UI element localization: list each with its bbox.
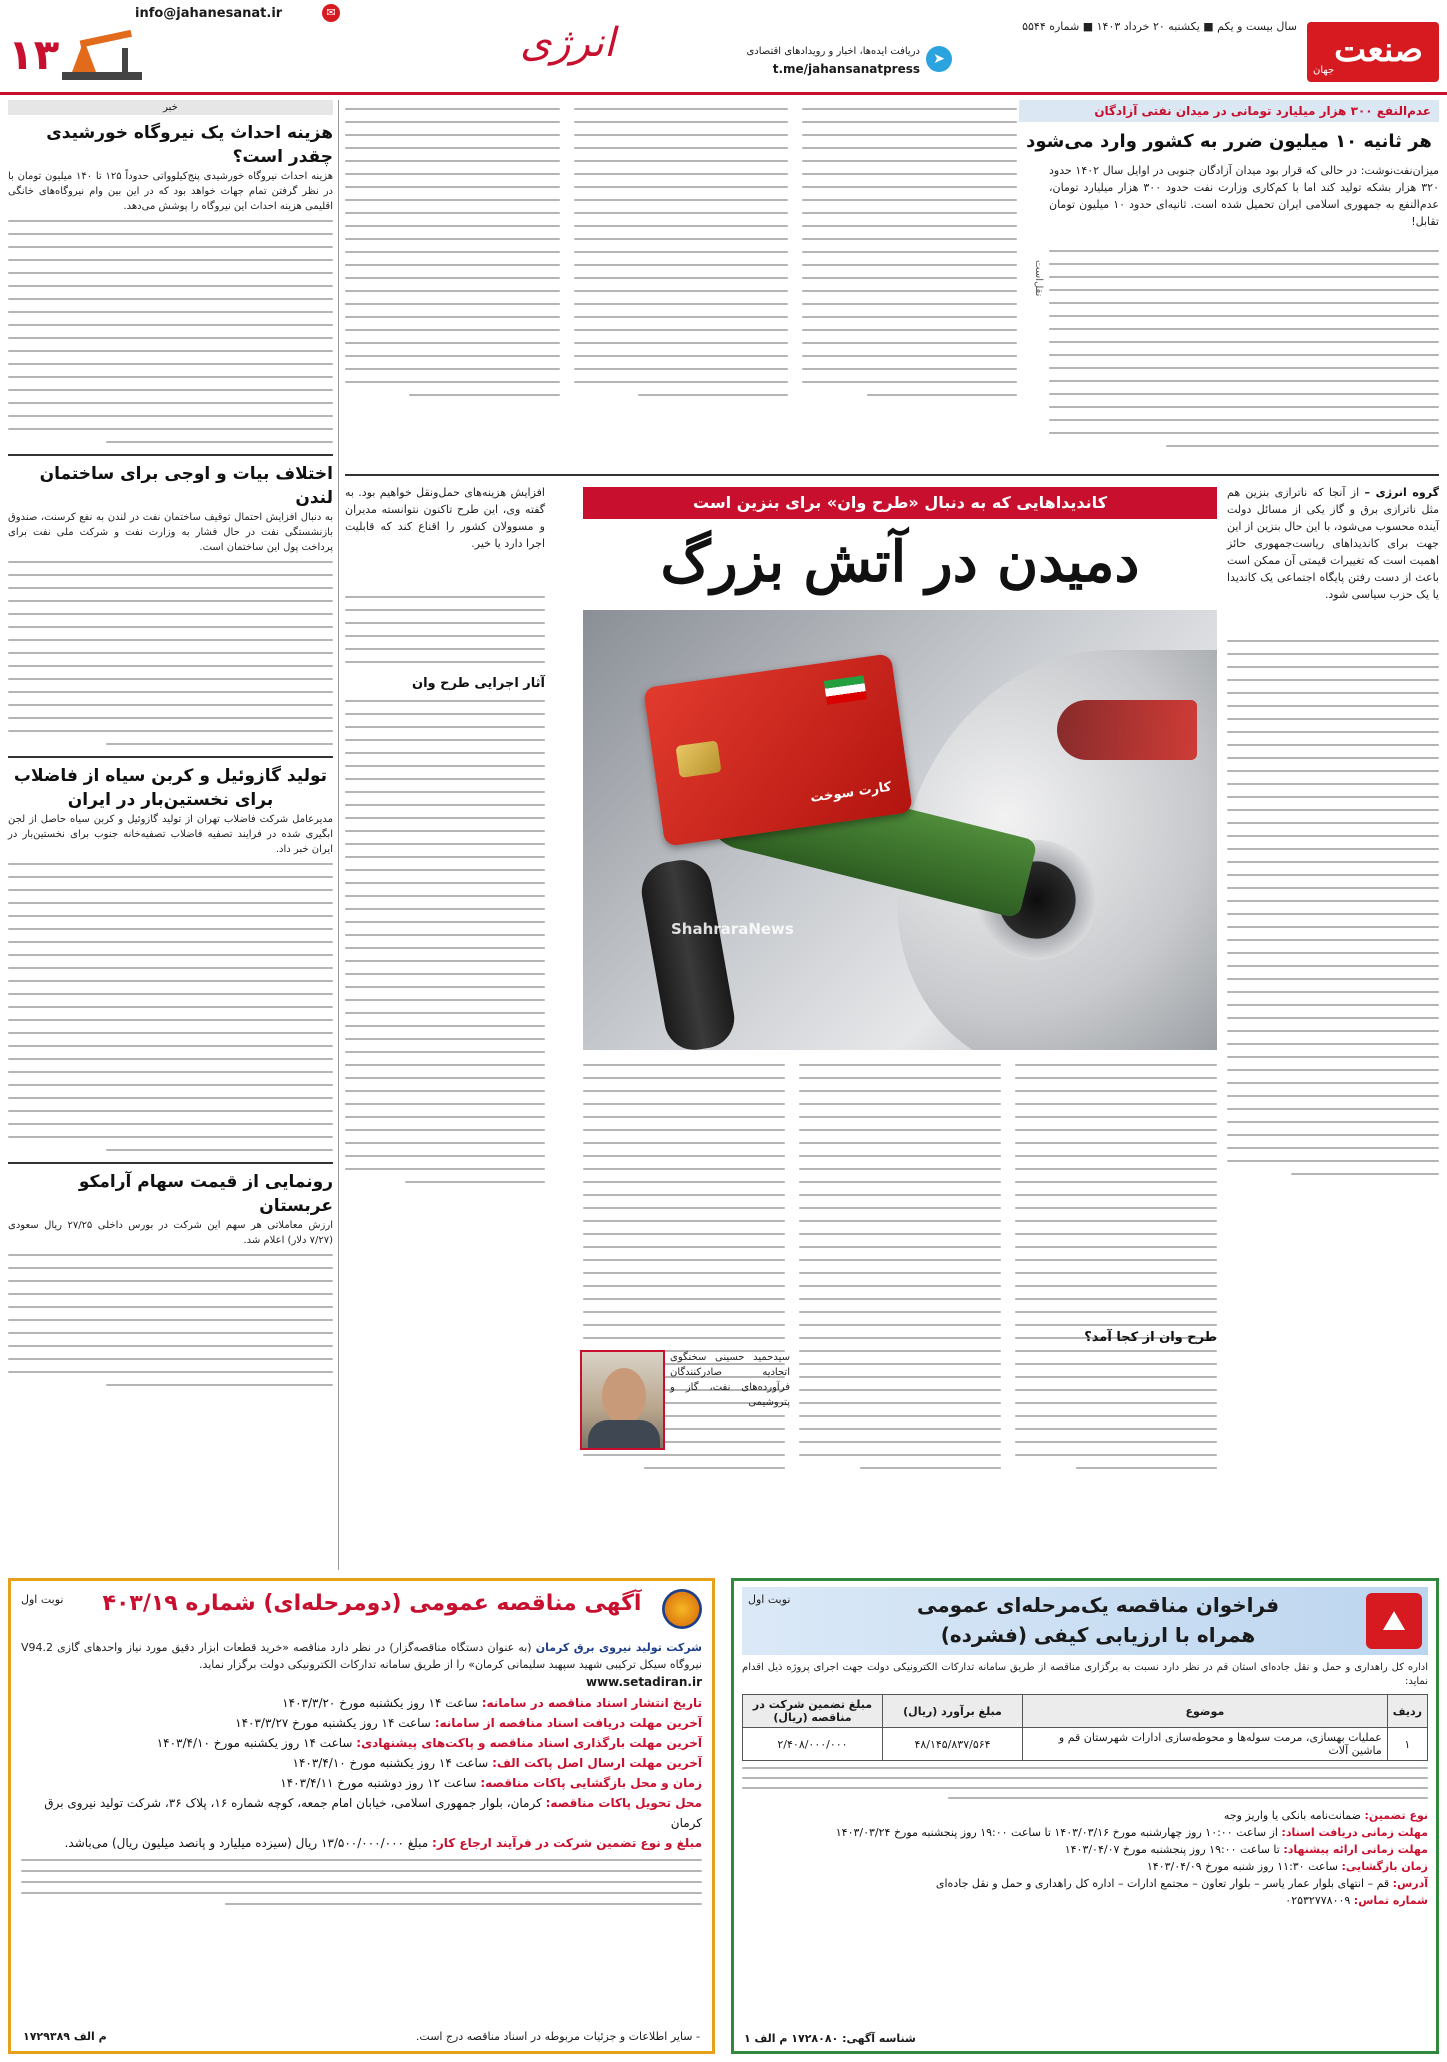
side-label: نقل‌است (1033, 260, 1044, 297)
ad-row: آخرین مهلت بارگذاری اسناد مناقصه و پاکت‌های پیشنهادی: ساعت ۱۴ روز یکشنبه مورخ ۱۴۰۳/۴/۱۰ (156, 1736, 702, 1750)
ad-left-title: آگهی مناقصه عمومی (دومرحله‌ای) شماره ۴۰۳/۱۹ (102, 1591, 642, 1616)
ad-right-code: شناسه آگهی: ۱۷۲۸۰۸۰ م الف ۱ (744, 2032, 916, 2045)
ad-right-header (742, 1587, 1428, 1655)
main-subhead-1: آثار اجرایی طرح وان (411, 676, 545, 691)
author-face (602, 1368, 646, 1424)
top-story-lead: میزان‌نفت‌نوشت: در حالی که قرار بود میدان آزادگان جنوبی در اوایل سال ۱۴۰۲ حدود ۳۲۰ هزار بشکه تولید کند اما با کم‌کاری وزارت نفت حدود ۳۰۰ هزار میلیارد تومان، عدم‌النفع به جمهوری اسلامی ایران تحمیل شده است. ثانیه‌ای حدود ۱۰ میلیون تومان تقابل! (1049, 164, 1440, 228)
ad-left-header (21, 1587, 702, 1633)
oil-pump-icon (62, 28, 142, 80)
newspaper-logo (1307, 22, 1439, 82)
main-story-photo (583, 610, 1217, 1050)
main-story-lower-cols (583, 1064, 1217, 1480)
main-story-right-body (1227, 640, 1439, 1186)
sidebar-story-2-lead: به دنبال افزایش احتمال توقیف ساختمان نفت در لندن به نفع کرسنت، صندوق بازنشستگی نفت در حال فشار به وزارت نفت و شرکت ملی نفت برای پرداخت پول این ساختمان است. (8, 512, 333, 553)
table-cell: ۲/۴۰۸/۰۰۰/۰۰۰ (743, 1728, 883, 1761)
ad-right-table (742, 1694, 1428, 1761)
masthead-rule (0, 92, 1447, 95)
telegram-caption: دریافت ایده‌ها، اخبار و رویدادهای اقتصادی (746, 46, 920, 57)
ad-row: مهلت زمانی ارائه پیشنهاد: تا ساعت ۱۹:۰۰ روز پنجشنبه مورخ ۱۴۰۳/۰۴/۰۷ (1064, 1843, 1428, 1856)
top-story-body (1049, 250, 1439, 458)
ad-row: نوع تضمین: ضمانت‌نامه بانکی یا واریز وجه (1223, 1809, 1428, 1822)
sidebar-divider-2 (8, 756, 333, 758)
ad-row: آخرین مهلت دریافت اسناد مناقصه از سامانه: ساعت ۱۴ روز یکشنبه مورخ ۱۴۰۳/۳/۲۷ (235, 1716, 702, 1730)
main-story-right-col (1227, 484, 1439, 603)
table-header: موضوع (1023, 1695, 1388, 1728)
author-caption: سیدحمید حسینی سخنگوی اتحادیه صادرکنندگان فرآورده‌های نفت، گاز و پتروشیمی (670, 1352, 790, 1408)
ad-row: مهلت زمانی دریافت اسناد: از ساعت ۱۰:۰۰ روز چهارشنبه مورخ ۱۴۰۳/۰۳/۱۶ تا ساعت ۱۹:۰۰ روز پنجشنبه مورخ ۱۴۰۳/۰۳/۲۴ (835, 1826, 1428, 1839)
logo-sub: جهان (1313, 65, 1335, 76)
sidebar-separator (338, 100, 339, 1570)
sidebar-story-4 (8, 1170, 333, 1386)
divider-top-story (345, 474, 1439, 476)
ad-row: زمان بازگشایی: ساعت ۱۱:۳۰ روز شنبه مورخ ۱۴۰۳/۰۴/۰۹ (1146, 1860, 1428, 1873)
ad-right-rows (742, 1807, 1428, 1909)
table-cell: ۴۸/۱۴۵/۸۳۷/۵۶۴ (883, 1728, 1023, 1761)
sidebar (8, 100, 333, 1570)
ad-row: آخرین مهلت ارسال اصل پاکت الف: ساعت ۱۴ روز یکشنبه مورخ ۱۴۰۳/۴/۱۰ (292, 1756, 702, 1770)
sidebar-story-1-lead: هزینه احداث نیروگاه خورشیدی پنج‌کیلوواتی حدوداً ۱۲۵ تا ۱۴۰ میلیون تومان با در نظر گرفتن تمام جهات خواهد بود که در این بین وام نیروگاه‌های خانگی اقلیمی هزینه احداث این نیروگاه را پوشش می‌دهد. (8, 171, 334, 212)
ad-right (731, 1578, 1439, 2054)
ad-left-rows (21, 1693, 702, 1853)
sidebar-story-3 (8, 764, 333, 1151)
card-label: کارت سوخت (809, 779, 893, 806)
email-icon: ✉ (322, 4, 340, 22)
sidebar-story-3-headline: تولید گازوئیل و کربن سیاه از فاضلاب برای نخستین‌بار در ایران (13, 766, 328, 810)
main-story-snippet: افزایش هزینه‌های حمل‌ونقل خواهیم بود. به گفته وی، این طرح تاکنون نتوانسته مدیران و مسوولان کشور را اقناع کند که قابلیت اجرا دارد یا خیر. (345, 486, 545, 550)
table-header: مبلغ برآورد (ریال) (883, 1695, 1023, 1728)
card-chip (675, 740, 721, 778)
main-lead: از آنجا که ناترازی بنزین هم مثل ناترازی برق و گاز یکی از مسائل دولت آینده محسوب می‌شود، با این حال بنزین از این جهت برای کاندیداهای ریاست‌جمهوری حائز اهمیت است که تغییرات قیمتی آن ممکن است باعث از دست رفتن پایگاه اجتماعی یک کاندیدا یا یک حزب سیاسی شود. (1227, 486, 1439, 601)
main-story-headline: دمیدن در آتش بزرگ (660, 529, 1140, 595)
fuel-hose (637, 855, 739, 1050)
ad-row: تاریخ انتشار اسناد مناقصه در سامانه: ساعت ۱۴ روز یکشنبه مورخ ۱۴۰۳/۳/۲۰ (282, 1696, 702, 1710)
ad-left-website[interactable]: www.setadiran.ir (585, 1675, 702, 1689)
main-story-left-body-b (345, 700, 545, 1194)
ad-right-intro: اداره کل راهداری و حمل و نقل جاده‌ای استان قم در نظر دارد نسبت به برگزاری مناقصه از طریق سامانه تدارکات الکترونیکی دولت جهت اجرای پروژه ذیل اقدام نماید: (742, 1662, 1428, 1687)
logo-text: صنعت (1334, 30, 1423, 70)
sidebar-story-1-headline: هزینه احداث یک نیروگاه خورشیدی چقدر است؟ (46, 123, 333, 167)
telegram-link[interactable]: t.me/jahansanatpress (772, 62, 920, 76)
sidebar-divider-3 (8, 1162, 333, 1164)
sidebar-divider-1 (8, 454, 333, 456)
ad-right-title-1: فراخوان مناقصه یک‌مرحله‌ای عمومی (916, 1593, 1280, 1617)
section-name: انرژی (520, 20, 615, 66)
telegram-icon: ➤ (926, 46, 952, 72)
author-shirt (588, 1420, 660, 1448)
top-story-continued (345, 108, 1017, 407)
ad-row: آدرس: قم – انتهای بلوار عمار یاسر – بلوار تعاون – مجتمع ادارات – اداره کل راهداری و حمل و نقل جاده‌ای (935, 1877, 1428, 1890)
tail-light (1057, 700, 1197, 760)
ad-row: محل تحویل پاکات مناقصه: کرمان، بلوار جمهوری اسلامی، خیابان امام جمعه، کوچه شماره ۱۶، پلاک ۳۶، شرکت تولید نیروی برق کرمان (44, 1796, 702, 1830)
ad-left-code: م الف ۱۷۲۹۳۸۹ (23, 2030, 107, 2043)
ad-left-intro: (به عنوان دستگاه مناقصه‌گزار) در نظر دارد مناقصه «خرید قطعات ابزار دقیق مورد نیاز واحدهای گازی V94.2 نیروگاه سیکل ترکیبی شهید سپهبد سلیمانی کرمان» را از طریق سامانه تدارکات الکترونیکی دولت برگزار نماید. (21, 1641, 702, 1671)
sidebar-story-4-lead: ارزش معاملاتی هر سهم این شرکت در بورس داخلی ۲۷/۲۵ ریال سعودی (۷/۲۷ دلار) اعلام شد. (8, 1220, 333, 1246)
ad-left-round: نوبت اول (21, 1593, 64, 1606)
top-story-kicker: عدم‌النفع ۳۰۰ هزار میلیارد تومانی در میدان نفتی آزادگان (1019, 100, 1439, 122)
sidebar-story-2-headline: اختلاف بیات و اوجی برای ساختمان لندن (39, 464, 333, 508)
main-subhead-2: طرح وان از کجا آمد؟ (1084, 1330, 1217, 1345)
main-story-left-col (345, 484, 545, 552)
ad-left-footer: - سایر اطلاعات و جزئیات مربوطه در اسناد مناقصه درج است. (415, 2030, 700, 2043)
table-cell: عملیات بهسازی، مرمت سوله‌ها و محوطه‌سازی ادارات شهرستان قم و ماشین آلات (1023, 1728, 1388, 1761)
table-cell: ۱ (1387, 1728, 1427, 1761)
main-lead-label: گروه انرژی – (1364, 486, 1439, 499)
ad-left (8, 1578, 715, 2054)
email-address[interactable]: info@jahanesanat.ir (135, 6, 283, 21)
photo-watermark: ShahraraNews (671, 920, 794, 938)
main-story-kicker: کاندیداهایی که به دنبال «طرح وان» برای بنزین است (583, 487, 1217, 519)
telegram-block (746, 42, 952, 82)
sidebar-story-3-lead: مدیرعامل شرکت فاضلاب تهران از تولید گازوئیل و کربن سیاه حاصل از لجن ابگیری شده در فرایند تصفیه فاضلاب تصفیه‌خانه جنوب برای نخستین‌بار در ایران خبر داد. (8, 814, 333, 855)
ad-right-round: نوبت اول (748, 1593, 791, 1606)
author-photo (580, 1350, 665, 1450)
masthead (0, 0, 1447, 96)
ad-left-org: شرکت تولید نیروی برق کرمان (535, 1641, 702, 1654)
ad-row: مبلغ و نوع تضمین شرکت در فرآیند ارجاع کار: مبلغ ۱۳/۵۰۰/۰۰۰/۰۰۰ ریال (سیزده میلیارد و پانصد میلیون ریال) می‌باشد. (64, 1836, 702, 1850)
table-row (743, 1728, 1428, 1761)
sidebar-story-2 (8, 462, 333, 745)
sidebar-story-4-headline: رونمایی از قیمت سهام آرامکو عربستان (78, 1172, 333, 1216)
table-header: ردیف (1387, 1695, 1427, 1728)
sidebar-label: خبر (8, 100, 333, 115)
ad-right-logo: ⛰ (1366, 1593, 1422, 1649)
issue-info: سال بیست و یکم ■ یکشنبه ۲۰ خرداد ۱۴۰۳ ■ شماره ۵۵۴۴ (1022, 20, 1297, 33)
top-story (1019, 100, 1439, 480)
ad-row: شماره تماس: ۰۲۵۳۲۷۷۸۰۰۹ (1285, 1894, 1428, 1907)
ad-right-title-2: همراه با ارزیابی کیفی (فشرده) (940, 1623, 1256, 1647)
page-number: ۱۳ (8, 30, 60, 79)
main-story-left-body-a (345, 596, 545, 674)
ad-row: زمان و محل بازگشایی پاکات مناقصه: ساعت ۱۲ روز دوشنبه مورخ ۱۴۰۳/۴/۱۱ (280, 1776, 702, 1790)
table-header: مبلغ تضمین شرکت در مناقصه (ریال) (743, 1695, 883, 1728)
ad-left-logo (662, 1589, 702, 1629)
top-story-headline: هر ثانیه ۱۰ میلیون ضرر به کشور وارد می‌شود (1026, 131, 1432, 152)
card-flag (824, 675, 867, 704)
sidebar-story-1 (8, 121, 333, 443)
